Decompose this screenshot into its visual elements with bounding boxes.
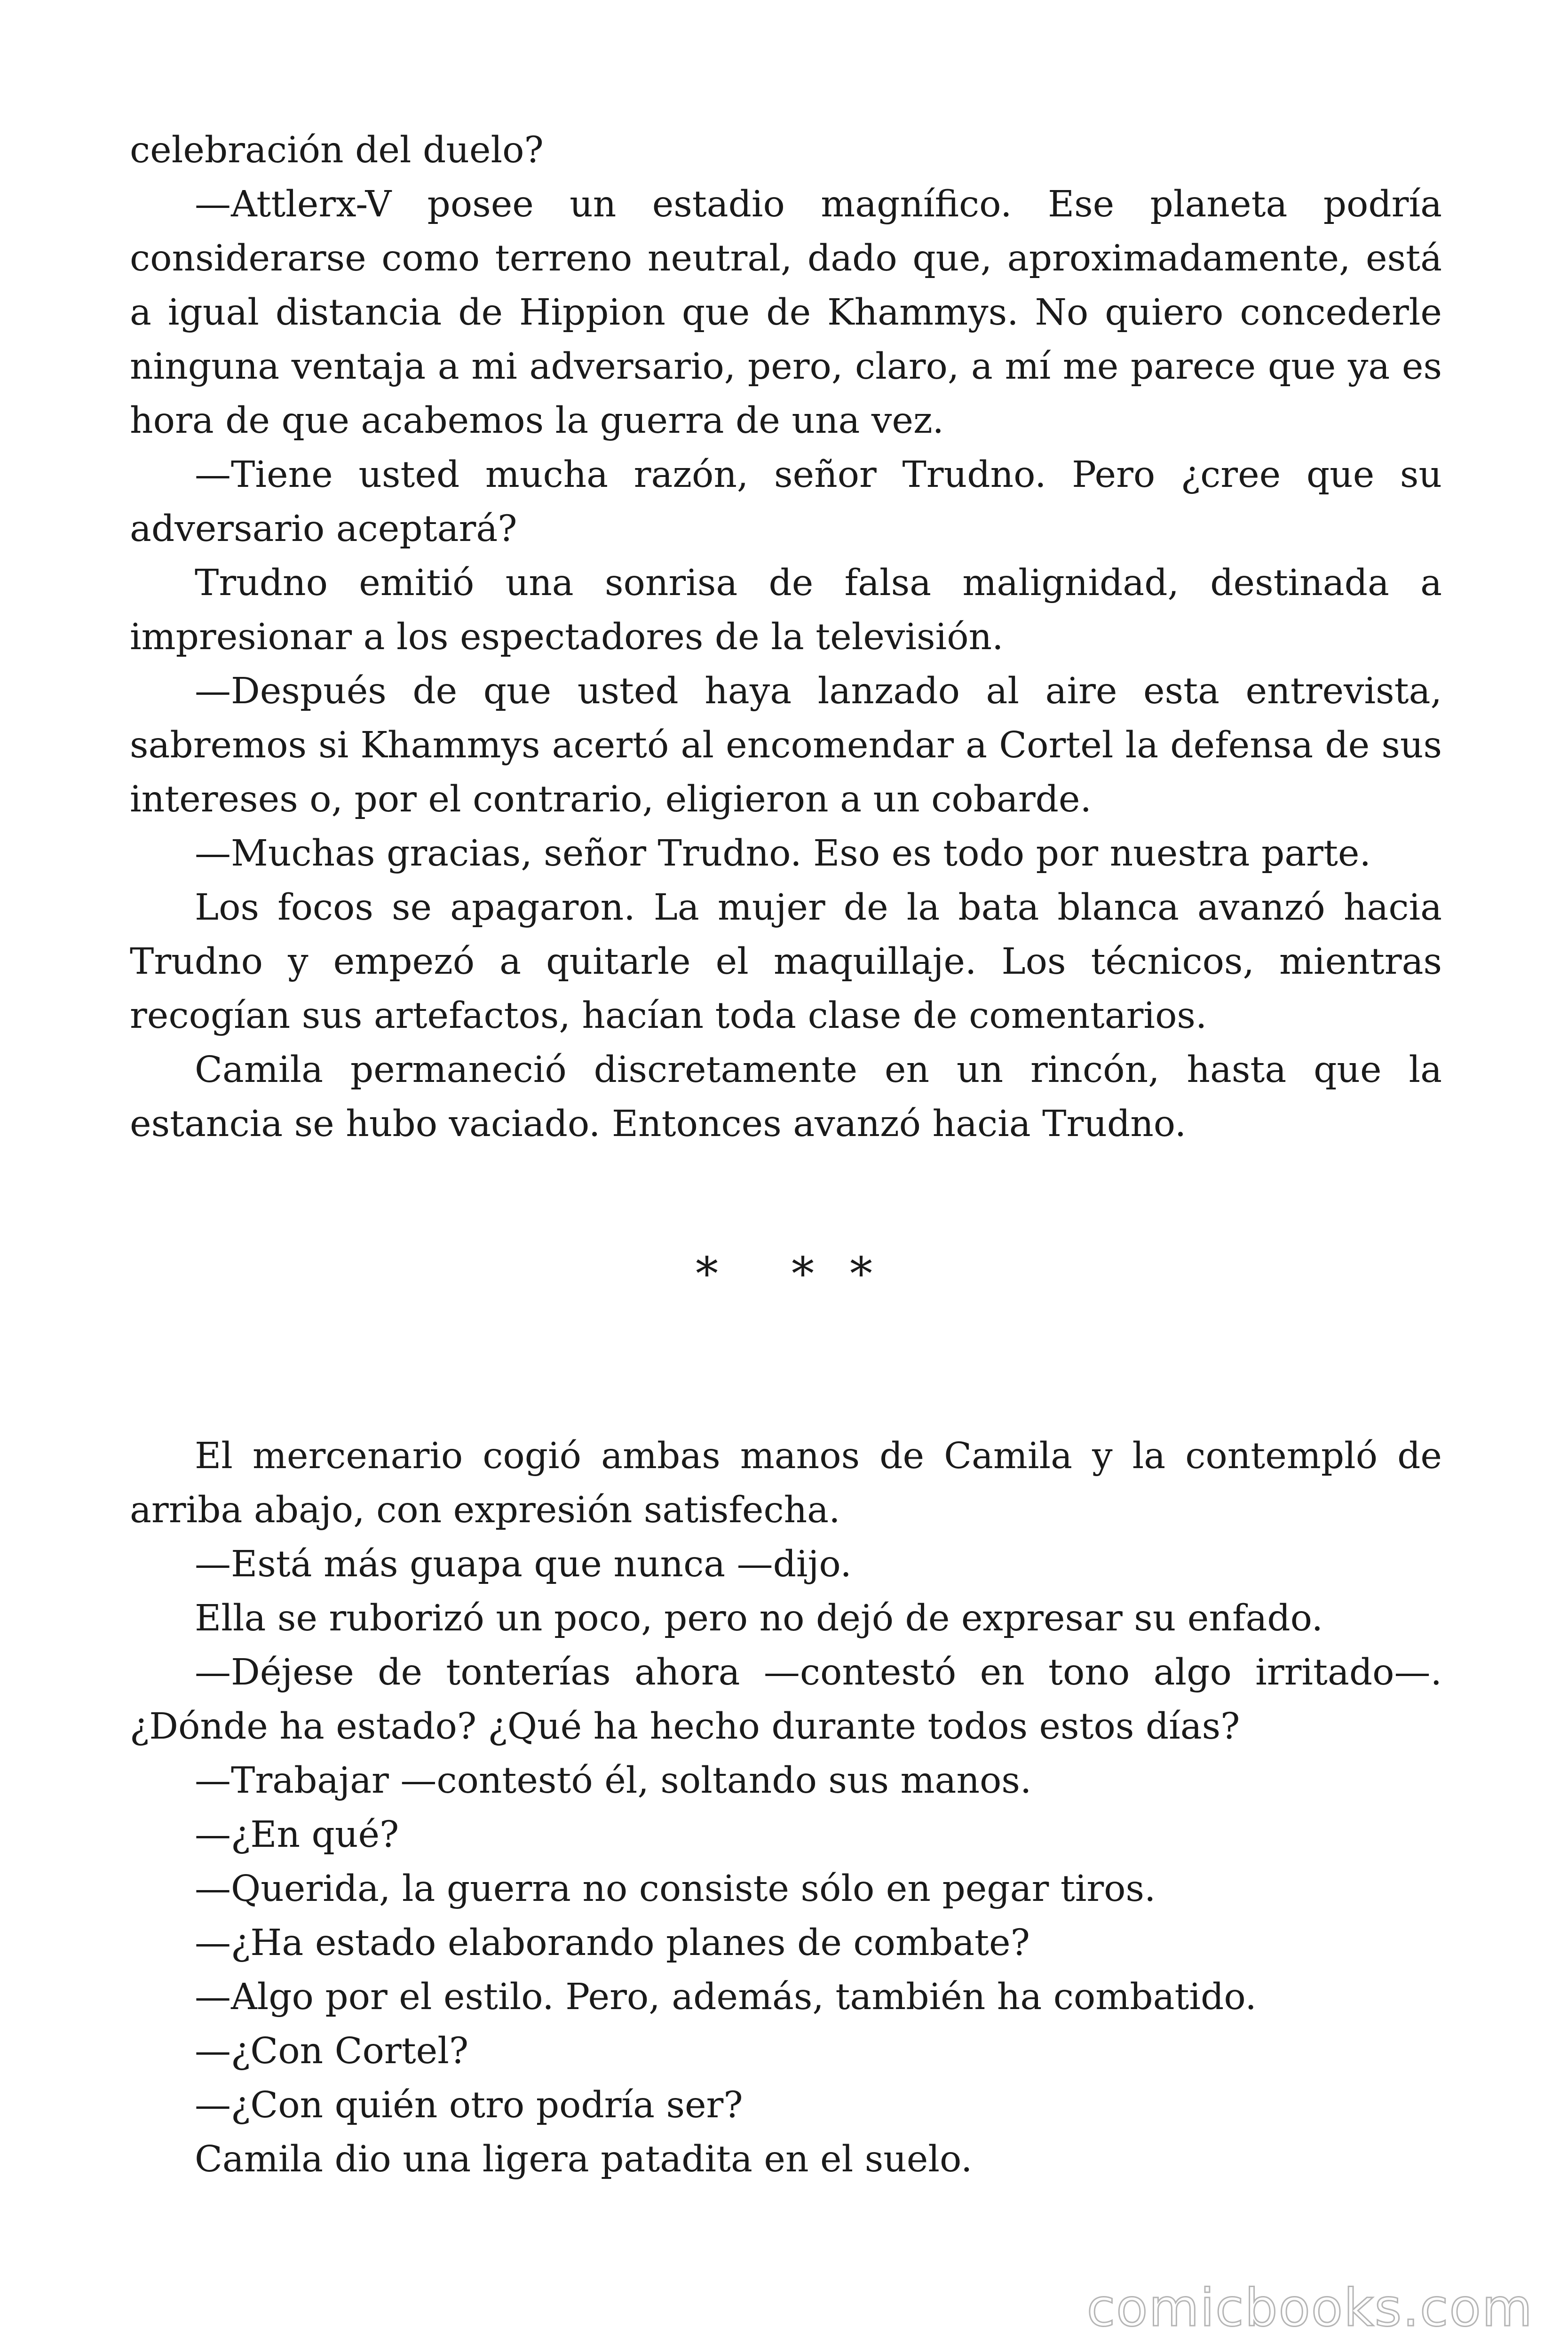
paragraph: —Querida, la guerra no consiste sólo en pegar tiros.	[195, 1868, 1156, 1910]
separator-asterisk: *	[850, 1248, 872, 1300]
paragraph: —Muchas gracias, señor Trudno. Eso es todo por nuestra parte.	[195, 833, 1371, 874]
separator-asterisk: *	[792, 1248, 814, 1300]
section-separator	[0, 1246, 1568, 1302]
paragraph: —¿Con Cortel?	[195, 2030, 469, 2072]
paragraph: —Algo por el estilo. Pero, además, también ha combatido.	[195, 1976, 1257, 2018]
watermark-logo: comicbooks.com	[1086, 2278, 1533, 2338]
paragraph: —¿Ha estado elaborando planes de combate?	[195, 1922, 1030, 1964]
separator-asterisk: *	[696, 1248, 718, 1300]
paragraph: —¿En qué?	[195, 1814, 399, 1856]
paragraph: —Trabajar —contestó él, soltando sus manos.	[195, 1760, 1032, 1802]
paragraph: —Está más guapa que nunca —dijo.	[195, 1543, 852, 1585]
top-text-section	[130, 123, 1442, 1151]
paragraph: —Tiene usted mucha razón, señor Trudno. Pero ¿cree que su adversario aceptará?	[130, 454, 1442, 550]
paragraph: —Después de que usted haya lanzado al aire esta entrevista, sabremos si Khammys acertó al encomendar a Cortel la defensa de sus intereses o, por el contrario, eligieron a un cobarde.	[130, 670, 1442, 820]
paragraph: Camila permaneció discretamente en un rincón, hasta que la estancia se hubo vaciado. Entonces avanzó hacia Trudno.	[130, 1049, 1442, 1145]
paragraph: Ella se ruborizó un poco, pero no dejó de expresar su enfado.	[195, 1597, 1323, 1639]
paragraph: Camila dio una ligera patadita en el suelo.	[195, 2138, 973, 2180]
paragraph: Trudno emitió una sonrisa de falsa malignidad, destinada a impresionar a los espectadores de la televisión.	[130, 562, 1442, 658]
paragraph: —Déjese de tonterías ahora —contestó en tono algo irritado—. ¿Dónde ha estado? ¿Qué ha hecho durante todos estos días?	[130, 1652, 1442, 1748]
bottom-text-section	[130, 1429, 1442, 2186]
paragraph: Los focos se apagaron. La mujer de la bata blanca avanzó hacia Trudno y empezó a quitarle el maquillaje. Los técnicos, mientras recogían sus artefactos, hacían toda clase de comentarios.	[130, 887, 1442, 1037]
paragraph: —Attlerx-V posee un estadio magnífico. Ese planeta podría considerarse como terreno neutral, dado que, aproximadamente, está a igual distancia de Hippion que de Khammys. No quiero concederle ninguna ventaja a mi adversario, pero, claro, a mí me parece que ya es hora de que acabemos la guerra de una vez.	[130, 183, 1442, 442]
paragraph: celebración del duelo?	[130, 129, 544, 171]
paragraph: El mercenario cogió ambas manos de Camila y la contempló de arriba abajo, con expresión satisfecha.	[130, 1435, 1442, 1531]
paragraph: —¿Con quién otro podría ser?	[195, 2084, 743, 2126]
